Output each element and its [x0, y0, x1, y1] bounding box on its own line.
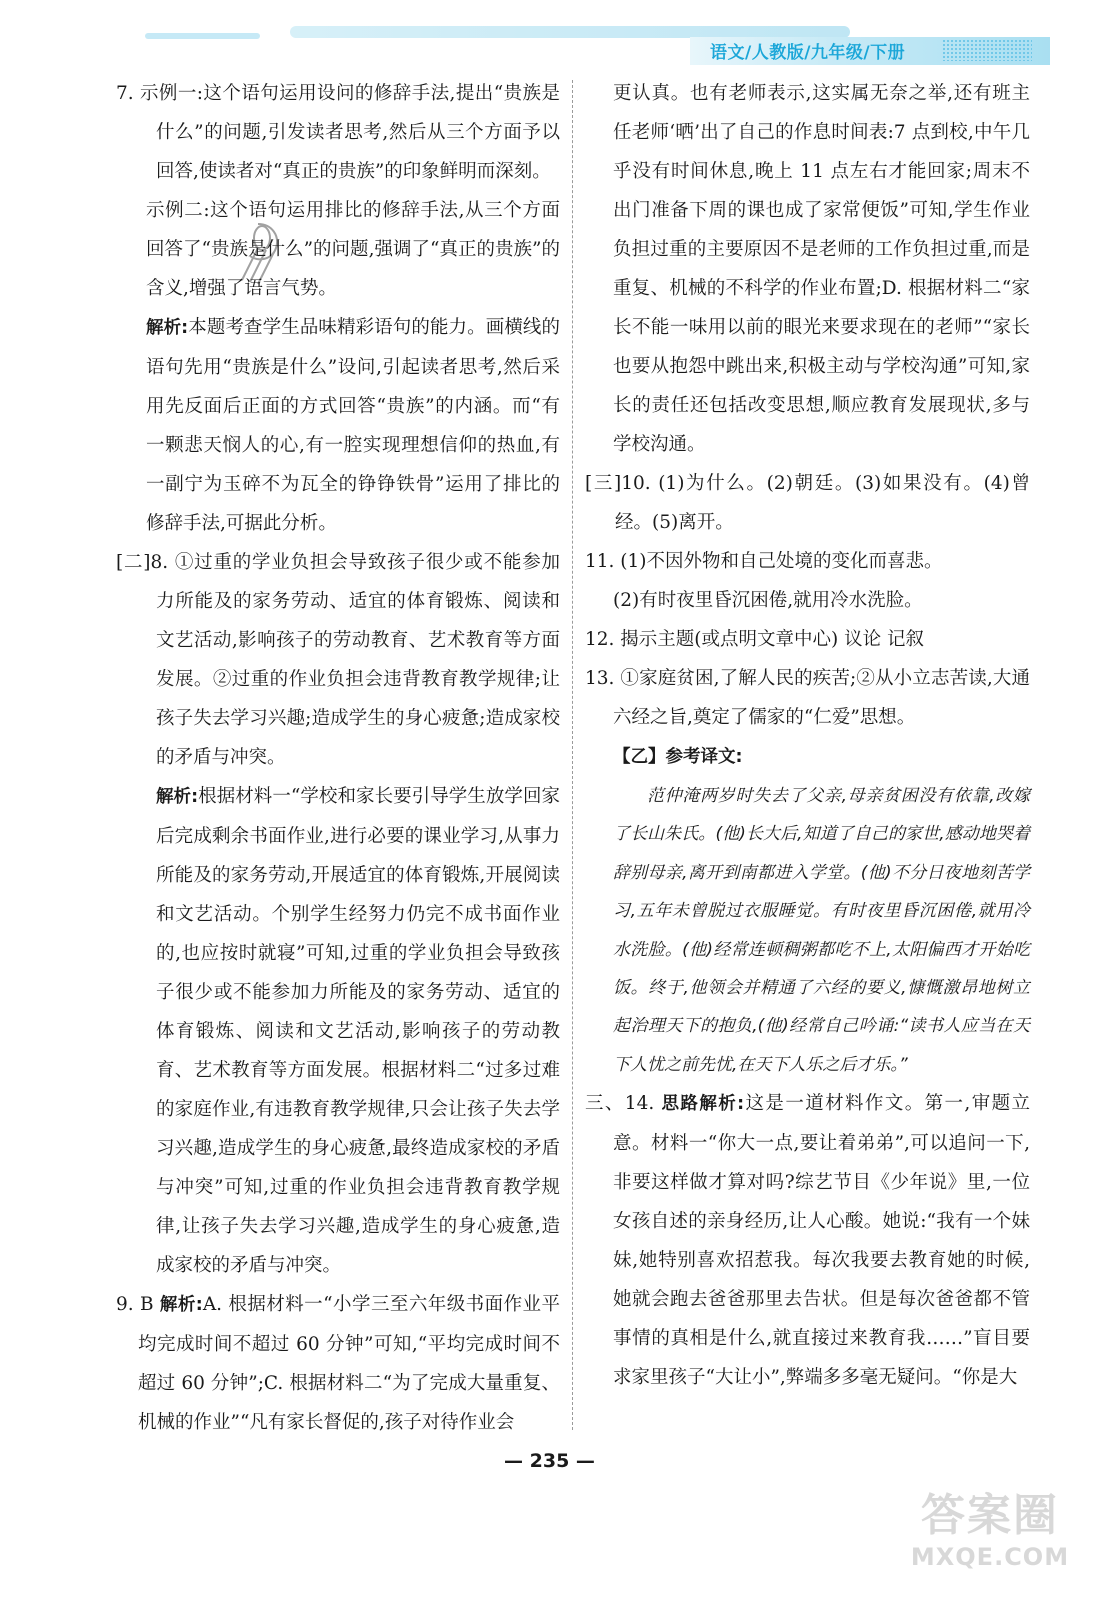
translation-label: 【乙】参考译文: [613, 747, 743, 767]
translation-heading [585, 737, 1030, 777]
watermark-logo-text: 答案圈 [921, 1490, 1059, 1541]
analysis-text: A. 根据材料一“小学三至六年级书面作业平均完成时间不超过 60 分钟”可知,“平均完成时间不超过 60 分钟”;C. 根据材料二“为了完成大量重复、机械的作业”“凡有家长督促的,孩子对待作业会 [138, 1294, 560, 1433]
answer-q9-continued: 更认真。也有老师表示,这实属无奈之举,还有班主任老师‘晒’出了自己的作息时间表:7 点到校,中午几乎没有时间休息,晚上 11 点左右才能回家;周末不出门准备下周的课也成了家常便饭”可知,学生作业负担过重的主要原因不是老师的工作负担过重,而是重复、机械的不科学的作业布置;D. 根据材料二“家长不能一味用以前的眼光来要求现在的老师”“家长也要从抱怨中跳出来,积极主动与学校沟通”可知,家长的责任还包括改变思想,顺应教育发展现状,多与学校沟通。 [613, 83, 1030, 455]
watermark-url: MXQE.COM [910, 1543, 1070, 1571]
answer-q9 [116, 1285, 560, 1442]
header-stripe [145, 33, 260, 39]
answer-q7-example1: 7. 示例一:这个语句运用设问的修辞手法,提出“贵族是什么”的问题,引发读者思考,然后从三个方面予以回答,使读者对“真正的贵族”的印象鲜明而深刻。 [116, 83, 560, 182]
right-column [585, 74, 1030, 1397]
analysis-text: 根据材料一“学校和家长要引导学生放学回家后完成剩余书面作业,进行必要的课业学习,从事力所能及的家务劳动,开展适宜的体育锻炼,开展阅读和文艺活动。个别学生经努力仍完不成书面作业的,也应按时就寝”可知,过重的学业负担会导致孩子很少或不能参加力所能及的家务劳动、适宜的体育锻炼、阅读和文艺活动,影响孩子的劳动教育、艺术教育等方面发展。根据材料二“过多过难的家庭作业,有违教育教学规律,只会让孩子失去学习兴趣,造成学生的身心疲惫,最终造成家校的矛盾与冲突”可知,过重的作业负担会违背教育教学规律,让孩子失去学习兴趣,造成学生的身心疲惫,造成家校的矛盾与冲突。 [156, 786, 560, 1276]
answer-q14 [585, 1084, 1030, 1397]
answer-q7-example2: 示例二:这个语句运用排比的修辞手法,从三个方面回答了“贵族是什么”的问题,强调了“真正的贵族”的含义,增强了语言气势。 [146, 200, 560, 299]
analysis-text: 本题考查学生品味精彩语句的能力。画横线的语句先用“贵族是什么”设问,引起读者思考,然后采用先反面后正面的方式回答“贵族”的内涵。而“有一颗悲天悯人的心,有一腔实现理想信仰的热血,有一副宁为玉碎不为瓦全的铮铮铁骨”运用了排比的修辞手法,可据此分析。 [146, 317, 560, 534]
answer-q8-analysis [116, 777, 560, 1285]
q9-number: 9. B [116, 1294, 160, 1315]
answer-q10: [三]10. (1)为什么。(2)朝廷。(3)如果没有。(4)曾经。(5)离开。 [585, 473, 1030, 533]
watermark-logo [905, 1490, 1075, 1590]
analysis-label: 解析: [146, 318, 189, 338]
left-column [116, 74, 560, 1442]
analysis-label: 解析: [159, 1295, 203, 1315]
page-number: — 235 — [504, 1450, 595, 1472]
column-divider [572, 80, 573, 1430]
analysis-text: 这是一道材料作文。第一,审题立意。材料一“你大一点,要让着弟弟”,可以追问一下,非要这样做才算对吗?综艺节目《少年说》里,一位女孩自述的亲身经历,让人心酸。她说:“我有一个妹妹,她特别喜欢招惹我。每次我要去教育她的时候,她就会跑去爸爸那里去告状。但是每次爸爸都不管事情的真相是什么,就直接过来教育我……”盲目要求家里孩子“大让小”,弊端多多毫无疑问。“你是大 [613, 1093, 1031, 1389]
answer-q8: [二]8. ①过重的学业负担会导致孩子很少或不能参加力所能及的家务劳动、适宜的体育锻炼、阅读和文艺活动,影响孩子的劳动教育、艺术教育等方面发展。②过重的作业负担会违背教育教学规律;让孩子失去学习兴趣;造成学生的身心疲惫;造成家校的矛盾与冲突。 [116, 552, 560, 768]
answer-q12: 12. 揭示主题(或点明文章中心) 议论 记叙 [585, 629, 924, 650]
analysis-label: 思路解析: [661, 1094, 745, 1115]
answer-q11-1: 11. (1)不因外物和自己处境的变化而喜悲。 [585, 551, 943, 572]
answer-q11-2: (2)有时夜里昏沉困倦,就用冷水洗脸。 [613, 590, 923, 611]
q14-number: 三、14. [585, 1093, 662, 1115]
header-dot-pattern [942, 39, 1032, 61]
analysis-label: 解析: [156, 787, 199, 807]
answer-q7-analysis [116, 308, 560, 543]
subject-tag: 语文/人教版/九年级/下册 [710, 43, 906, 63]
answer-q13: 13. ①家庭贫困,了解人民的疾苦;②从小立志苦读,大通六经之旨,奠定了儒家的“仁爱”思想。 [585, 668, 1030, 728]
page-header [0, 0, 1099, 64]
translation-text: 范仲淹两岁时失去了父亲,母亲贫困没有依靠,改嫁了长山朱氏。(他)长大后,知道了自己的家世,感动地哭着辞别母亲,离开到南都进入学堂。(他)不分日夜地刻苦学习,五年未曾脱过衣服睡觉。有时夜里昏沉困倦,就用冷水洗脸。(他)经常连顿稠粥都吃不上,太阳偏西才开始吃饭。终于,他领会并精通了六经的要义,慷慨激昂地树立起治理天下的抱负,(他)经常自己吟诵:“读书人应当在天下人忧之前先忧,在天下人乐之后才乐。” [613, 786, 1030, 1075]
